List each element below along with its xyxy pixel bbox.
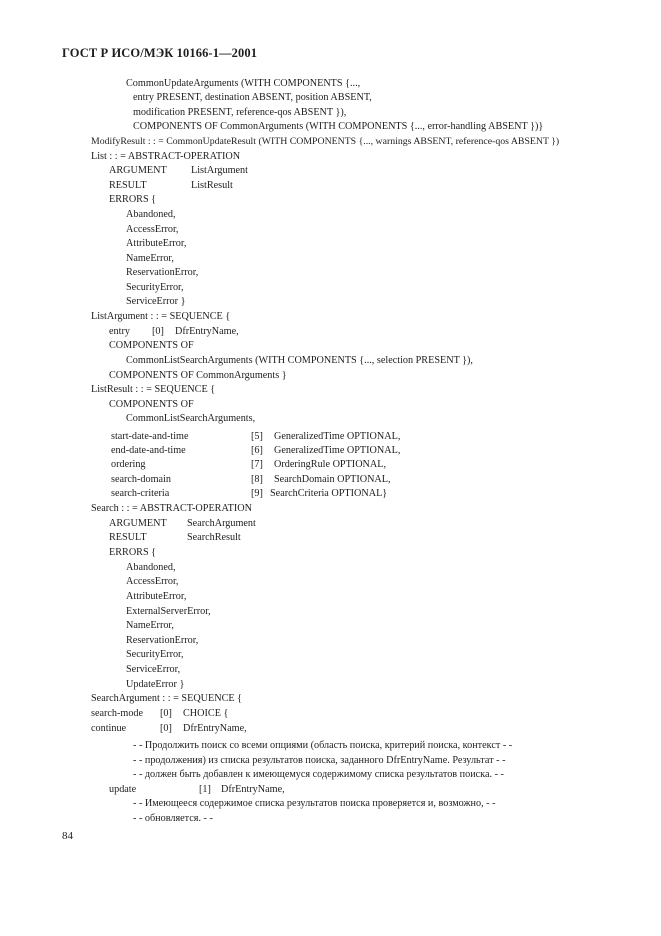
code-keyword: ARGUMENT bbox=[109, 165, 167, 176]
code-field: ordering bbox=[111, 459, 146, 470]
code-field: search-mode bbox=[91, 708, 144, 719]
code-tag: [0] bbox=[160, 723, 172, 734]
code-value: ListResult bbox=[191, 180, 233, 191]
code-line: CommonListSearchArguments (WITH COMPONENTS {..., selection PRESENT }), bbox=[126, 355, 473, 366]
code-keyword: RESULT bbox=[109, 180, 147, 191]
code-field: entry bbox=[109, 326, 130, 337]
code-line: List : : = ABSTRACT-OPERATION bbox=[91, 151, 241, 162]
code-line: ListArgument : : = SEQUENCE { bbox=[91, 311, 231, 322]
code-comment: - - Продолжить поиск со всеми опциями (область поиска, критерий поиска, контекст - - bbox=[133, 740, 513, 751]
code-comment: - - обновляется. - - bbox=[133, 813, 213, 824]
code-line: SecurityError, bbox=[126, 649, 184, 660]
code-line: ReservationError, bbox=[126, 267, 199, 278]
code-line: AttributeError, bbox=[126, 238, 187, 249]
code-tag: [0] bbox=[152, 326, 164, 337]
code-line: AttributeError, bbox=[126, 591, 187, 602]
code-keyword: RESULT bbox=[109, 532, 147, 543]
code-line: ERRORS { bbox=[109, 547, 157, 558]
code-type: GeneralizedTime OPTIONAL, bbox=[274, 445, 401, 456]
code-type: CHOICE { bbox=[183, 708, 229, 719]
code-line: entry PRESENT, destination ABSENT, position ABSENT, bbox=[133, 92, 372, 103]
code-comment: - - продолжения) из списка результатов поиска, заданного DfrEntryName. Результат - - bbox=[133, 755, 506, 766]
code-line: ReservationError, bbox=[126, 635, 199, 646]
page-number: 84 bbox=[62, 830, 73, 842]
code-line: COMPONENTS OF CommonArguments (WITH COMPONENTS {..., error-handling ABSENT })} bbox=[133, 121, 544, 132]
code-line: modification PRESENT, reference-qos ABSENT }), bbox=[133, 107, 347, 118]
code-field: end-date-and-time bbox=[111, 445, 186, 456]
code-type: DfrEntryName, bbox=[175, 326, 239, 337]
code-type: SearchDomain OPTIONAL, bbox=[274, 474, 391, 485]
code-value: SearchArgument bbox=[187, 518, 256, 529]
code-line: ERRORS { bbox=[109, 194, 157, 205]
document-header: ГОСТ Р ИСО/МЭК 10166-1—2001 bbox=[62, 46, 258, 60]
code-line: AccessError, bbox=[126, 576, 179, 587]
code-type: OrderingRule OPTIONAL, bbox=[274, 459, 387, 470]
code-type: DfrEntryName, bbox=[221, 784, 285, 795]
code-line: AccessError, bbox=[126, 224, 179, 235]
code-type: SearchCriteria OPTIONAL} bbox=[270, 488, 388, 499]
code-type: DfrEntryName, bbox=[183, 723, 247, 734]
code-tag: [8] bbox=[251, 474, 263, 485]
code-field: update bbox=[109, 784, 137, 795]
code-line: COMPONENTS OF CommonArguments } bbox=[109, 370, 287, 381]
code-line: ListResult : : = SEQUENCE { bbox=[91, 384, 216, 395]
code-comment: - - Имеющееся содержимое списка результатов поиска проверяется и, возможно, - - bbox=[133, 798, 496, 809]
code-field: search-criteria bbox=[111, 488, 170, 499]
code-line: SecurityError, bbox=[126, 282, 184, 293]
code-line: CommonUpdateArguments (WITH COMPONENTS {..., bbox=[126, 78, 361, 89]
code-line: Abandoned, bbox=[126, 209, 176, 220]
code-line: NameError, bbox=[126, 620, 174, 631]
code-line: ServiceError, bbox=[126, 664, 181, 675]
code-line: Search : : = ABSTRACT-OPERATION bbox=[91, 503, 253, 514]
code-field: continue bbox=[91, 723, 127, 734]
code-value: ListArgument bbox=[191, 165, 248, 176]
code-tag: [1] bbox=[199, 784, 211, 795]
code-tag: [5] bbox=[251, 431, 263, 442]
code-type: GeneralizedTime OPTIONAL, bbox=[274, 431, 401, 442]
code-line: ModifyResult : : = CommonUpdateResult (WITH COMPONENTS {..., warnings ABSENT, reference-qos ABSENT }) bbox=[91, 136, 560, 147]
code-field: start-date-and-time bbox=[111, 431, 189, 442]
code-tag: [6] bbox=[251, 445, 263, 456]
code-line: Abandoned, bbox=[126, 562, 176, 573]
code-line: NameError, bbox=[126, 253, 174, 264]
code-line: UpdateError } bbox=[126, 679, 185, 690]
code-value: SearchResult bbox=[187, 532, 241, 543]
code-line: CommonListSearchArguments, bbox=[126, 413, 256, 424]
code-line: ExternalServerError, bbox=[126, 606, 211, 617]
code-keyword: ARGUMENT bbox=[109, 518, 167, 529]
code-line: COMPONENTS OF bbox=[109, 399, 194, 410]
code-field: search-domain bbox=[111, 474, 171, 485]
code-tag: [7] bbox=[251, 459, 263, 470]
code-tag: [9] bbox=[251, 488, 263, 499]
code-line: SearchArgument : : = SEQUENCE { bbox=[91, 693, 243, 704]
code-line: COMPONENTS OF bbox=[109, 340, 194, 351]
code-comment: - - должен быть добавлен к имеющемуся содержимому списка результатов поиска. - - bbox=[133, 769, 504, 780]
code-line: ServiceError } bbox=[126, 296, 186, 307]
code-tag: [0] bbox=[160, 708, 172, 719]
